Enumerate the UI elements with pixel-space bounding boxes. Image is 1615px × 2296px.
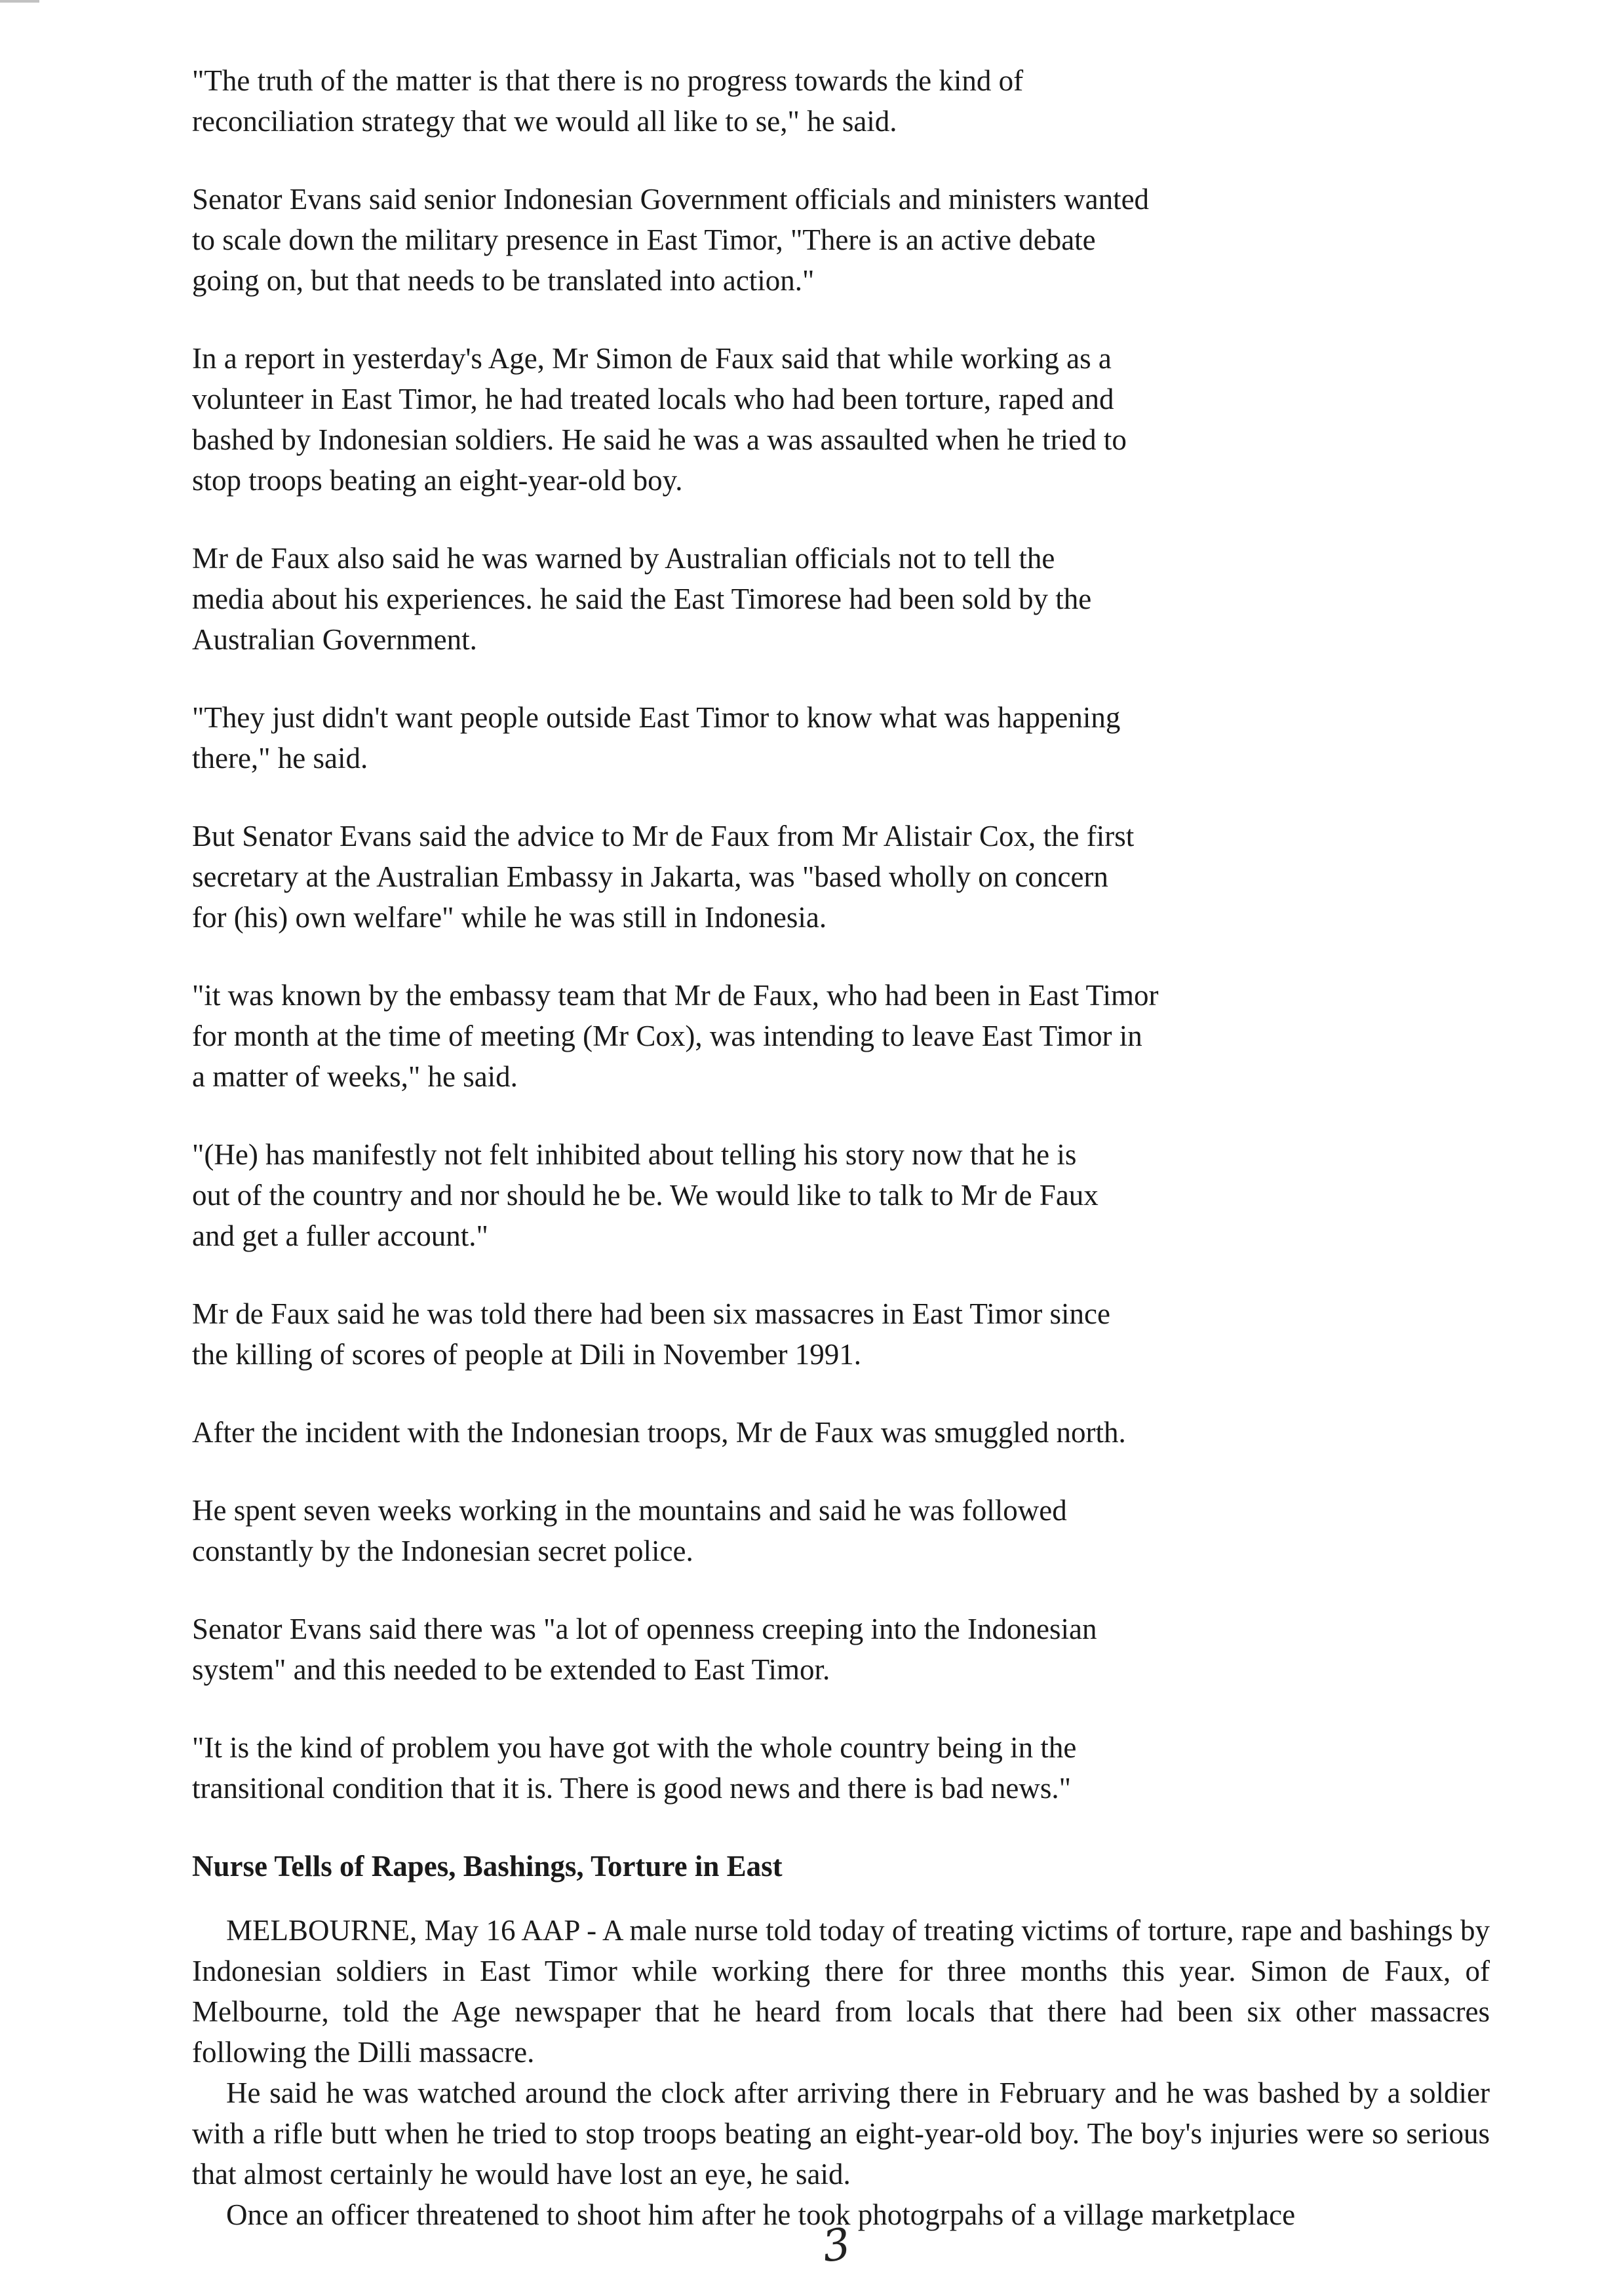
paragraph xyxy=(192,1490,1490,1571)
text-line: "it was known by the embassy team that Mr de Faux, who had been in East Timor xyxy=(192,979,1159,1012)
text-line: transitional condition that it is. There is good news and there is bad news." xyxy=(192,1772,1072,1805)
paragraph xyxy=(192,1727,1490,1808)
text-line: stop troops beating an eight-year-old boy. xyxy=(192,464,683,497)
paragraph xyxy=(192,1293,1490,1375)
paragraph xyxy=(192,816,1490,938)
text-line: Senator Evans said there was "a lot of openness creeping into the Indonesian xyxy=(192,1613,1097,1645)
text-line: constantly by the Indonesian secret police. xyxy=(192,1535,693,1567)
text-line: "The truth of the matter is that there is no progress towards the kind of xyxy=(192,64,1024,97)
text-line: "(He) has manifestly not felt inhibited about telling his story now that he is xyxy=(192,1138,1077,1171)
paragraph xyxy=(192,1134,1490,1256)
article-paragraph: He said he was watched around the clock after arriving there in February and he was bashed by a soldier with a rifle butt when he tried to stop troops beating an eight-year-old boy. The boy's injuries were so serious that almost certainly he would have lost an eye, he said. xyxy=(192,2076,1490,2191)
paragraph xyxy=(192,538,1490,660)
article-heading: Nurse Tells of Rapes, Bashings, Torture in East xyxy=(192,1850,783,1883)
text-line: media about his experiences. he said the East Timorese had been sold by the xyxy=(192,583,1092,615)
text-line: and get a fuller account." xyxy=(192,1219,488,1252)
text-line: bashed by Indonesian soldiers. He said he was a was assaulted when he tried to xyxy=(192,423,1127,456)
handwritten-page-number: 3 xyxy=(819,2218,854,2272)
document-body xyxy=(192,60,1490,2235)
text-line: secretary at the Australian Embassy in Jakarta, was "based wholly on concern xyxy=(192,860,1108,893)
text-line: Australian Government. xyxy=(192,623,477,656)
paragraph xyxy=(192,975,1490,1097)
text-line: system" and this needed to be extended to East Timor. xyxy=(192,1653,830,1686)
paragraph xyxy=(192,697,1490,778)
text-line: to scale down the military presence in East Timor, "There is an active debate xyxy=(192,223,1096,256)
text-line: He spent seven weeks working in the mountains and said he was followed xyxy=(192,1494,1067,1527)
text-line: In a report in yesterday's Age, Mr Simon de Faux said that while working as a xyxy=(192,342,1112,375)
article-paragraph: Once an officer threatened to shoot him after he took photogrpahs of a village marketplace xyxy=(226,2198,1296,2231)
article-body xyxy=(192,1910,1490,2235)
text-line: the killing of scores of people at Dili in November 1991. xyxy=(192,1338,862,1371)
paragraph xyxy=(192,179,1490,301)
paragraph xyxy=(192,338,1490,501)
paragraph xyxy=(192,1609,1490,1690)
paragraph xyxy=(192,60,1490,142)
scan-edge-mark xyxy=(0,0,39,3)
text-line: After the incident with the Indonesian troops, Mr de Faux was smuggled north. xyxy=(192,1416,1126,1449)
article-paragraph: MELBOURNE, May 16 AAP - A male nurse told today of treating victims of torture, rape and bashings by Indonesian soldiers in East Timor while working there for three months this year. Simon de Faux, of Melbourne, told the Age newspaper that he heard from locals that there had been six other massacres following the Dilli massacre. xyxy=(192,1914,1490,2069)
text-line: Mr de Faux said he was told there had been six massacres in East Timor since xyxy=(192,1297,1110,1330)
text-line: there," he said. xyxy=(192,742,368,775)
news-paragraphs xyxy=(192,60,1490,1808)
text-line: for (his) own welfare" while he was still in Indonesia. xyxy=(192,901,827,934)
text-line: for month at the time of meeting (Mr Cox), was intending to leave East Timor in xyxy=(192,1020,1142,1052)
text-line: "They just didn't want people outside East Timor to know what was happening xyxy=(192,701,1121,734)
text-line: volunteer in East Timor, he had treated locals who had been torture, raped and xyxy=(192,383,1114,415)
text-line: going on, but that needs to be translated into action." xyxy=(192,264,815,297)
text-line: "It is the kind of problem you have got with the whole country being in the xyxy=(192,1731,1077,1764)
text-line: a matter of weeks," he said. xyxy=(192,1060,518,1093)
text-line: reconciliation strategy that we would all like to se," he said. xyxy=(192,105,897,138)
text-line: But Senator Evans said the advice to Mr de Faux from Mr Alistair Cox, the first xyxy=(192,820,1135,852)
text-line: Senator Evans said senior Indonesian Government officials and ministers wanted xyxy=(192,183,1150,216)
text-line: Mr de Faux also said he was warned by Australian officials not to tell the xyxy=(192,542,1055,575)
text-line: out of the country and nor should he be. We would like to talk to Mr de Faux xyxy=(192,1179,1099,1212)
paragraph xyxy=(192,1412,1490,1453)
